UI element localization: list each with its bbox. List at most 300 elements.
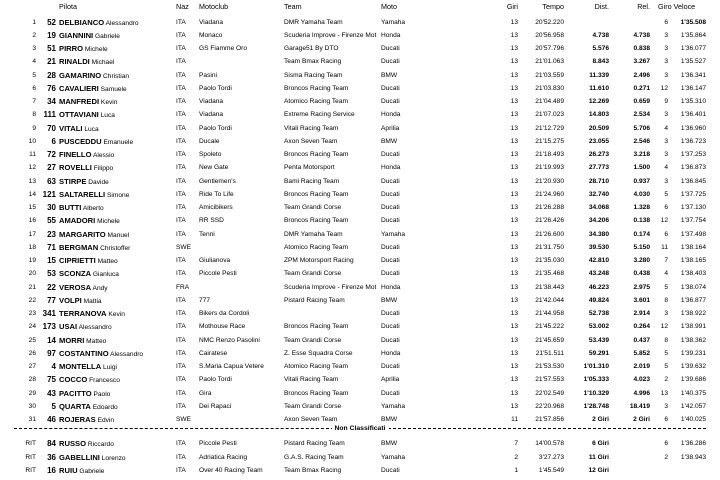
best-lap-time-cell: 1'35.310	[680, 98, 706, 105]
laps-cell: 13	[510, 31, 518, 39]
team-cell: Extreme Racing Service	[284, 111, 355, 119]
time-cell: 21'53.530	[535, 363, 564, 370]
time-cell: 20'57.796	[535, 45, 564, 52]
number-cell: 43	[47, 388, 56, 398]
number-cell: 97	[47, 348, 56, 358]
bike-cell: Ducati	[381, 243, 400, 251]
table-row	[0, 387, 720, 400]
nation-cell: ITA	[176, 204, 186, 211]
time-cell: 21'45.222	[535, 323, 564, 331]
interval-cell: 5.150	[633, 243, 650, 251]
bike-cell: Ducati	[381, 389, 400, 397]
interval-cell: 2.019	[633, 363, 650, 370]
team-cell: ZPM Motorsport Racing	[284, 257, 354, 264]
position-cell: 16	[28, 217, 36, 225]
number-cell: 34	[47, 97, 56, 106]
table-row	[0, 464, 720, 477]
rider-name-cell	[59, 294, 175, 308]
number-cell: 55	[47, 216, 56, 226]
rider-name-cell	[59, 254, 175, 268]
table-row	[0, 228, 720, 241]
best-lap-number-cell: 3	[664, 402, 668, 410]
best-lap-time-cell: 1'38.922	[680, 310, 706, 317]
laps-cell: 2	[514, 453, 518, 461]
gap-cell: 52.738	[588, 310, 609, 317]
gap-cell: 14.803	[588, 111, 609, 119]
rider-surname: DELBIANCO	[59, 17, 105, 27]
rider-name-cell	[59, 95, 175, 109]
best-lap-number-cell: 5	[664, 363, 668, 370]
bike-cell: Ducati	[381, 190, 400, 198]
best-lap-time-cell: 1'37.725	[680, 190, 706, 198]
rider-name-cell	[59, 464, 175, 478]
position-cell: 6	[32, 84, 36, 92]
position-cell: 29	[28, 389, 36, 397]
team-cell: Atomico Racing Team	[284, 98, 349, 105]
position-cell: 20	[28, 270, 36, 278]
laps-cell: 13	[510, 164, 518, 172]
position-cell: 28	[28, 376, 36, 384]
gap-cell: 43.248	[588, 270, 609, 278]
gap-cell: 1'28.748	[583, 402, 609, 410]
time-cell: 21'03.830	[535, 84, 564, 92]
motoclub-cell: Adriatica Racing	[199, 453, 248, 461]
rider-firstname: Gianluca	[92, 271, 119, 279]
nation-cell: ITA	[176, 124, 186, 132]
rider-name-cell	[59, 373, 175, 387]
gap-cell: 2 Giri	[592, 416, 609, 423]
best-lap-number-cell: 6	[664, 440, 668, 447]
number-cell: 46	[47, 415, 56, 424]
header-giri: Giri	[506, 2, 518, 11]
team-cell: Axon Seven Team	[284, 416, 338, 423]
rider-firstname: Paolo	[93, 390, 111, 398]
motoclub-cell: Viadana	[199, 18, 224, 26]
motoclub-cell: Gira	[199, 389, 212, 397]
position-cell: 25	[28, 336, 36, 344]
laps-cell: 13	[510, 230, 518, 238]
rider-firstname: Gabriele	[79, 468, 105, 475]
motoclub-cell: Paolo Tordi	[199, 84, 232, 92]
header-naz: Naz	[176, 2, 189, 11]
interval-cell: 0.138	[633, 217, 650, 225]
team-cell: Team Bmax Racing	[284, 58, 342, 66]
separator-label: Non Classificati	[332, 425, 389, 432]
best-lap-time-cell: 1'35.508	[680, 18, 706, 26]
best-lap-time-cell: 1'36.845	[680, 177, 706, 185]
best-lap-number-cell: 2	[664, 453, 668, 461]
interval-cell: 5.852	[633, 349, 650, 357]
rider-surname: MORRI	[59, 335, 85, 345]
position-cell: RIT	[25, 453, 36, 461]
interval-cell: 0.838	[633, 45, 650, 52]
laps-cell: 13	[510, 283, 518, 291]
rider-name-cell	[59, 387, 175, 401]
time-cell: 21'26.288	[535, 204, 564, 211]
nation-cell: ITA	[176, 58, 186, 66]
gap-cell: 42.810	[588, 257, 609, 264]
position-cell: 8	[32, 111, 36, 119]
number-cell: 51	[47, 44, 56, 53]
position-cell: 1	[32, 18, 36, 26]
position-cell: 22	[28, 296, 36, 304]
nation-cell: ITA	[176, 467, 186, 474]
interval-cell: 3.267	[633, 58, 650, 66]
gap-cell: 11.339	[589, 71, 609, 79]
time-cell: 21'04.489	[535, 98, 564, 105]
time-cell: 3'27.273	[538, 453, 564, 461]
rider-surname: RUIU	[59, 466, 78, 475]
rider-firstname: Simone	[106, 191, 130, 199]
interval-cell: 2 Giri	[633, 416, 650, 423]
time-cell: 21'44.958	[535, 310, 564, 317]
rider-name-cell	[59, 451, 175, 465]
best-lap-number-cell: 3	[664, 45, 668, 52]
rider-firstname: Emanuele	[103, 138, 134, 146]
bike-cell: Yamaha	[381, 402, 406, 410]
rider-firstname: Gabriele	[95, 32, 120, 40]
motoclub-cell: New Gate	[199, 164, 229, 172]
laps-cell: 13	[510, 243, 518, 251]
gap-cell: 11 Giri	[588, 453, 609, 461]
best-lap-time-cell: 1'37.498	[680, 230, 706, 238]
table-row	[0, 360, 720, 373]
best-lap-number-cell: 4	[664, 270, 668, 278]
bike-cell: BMW	[381, 296, 398, 304]
best-lap-number-cell: 3	[664, 31, 668, 39]
gap-cell: 34.380	[588, 230, 609, 238]
team-cell: Sisma Racing Team	[284, 71, 343, 79]
time-cell: 21'24.960	[535, 190, 564, 198]
position-cell: 7	[32, 98, 36, 105]
table-row	[0, 241, 720, 254]
motoclub-cell: Paolo Tordi	[199, 124, 232, 132]
time-cell: 14'00.578	[535, 440, 564, 447]
team-cell: Team Grandi Corse	[284, 204, 342, 211]
nation-cell: ITA	[176, 363, 186, 370]
table-row	[0, 307, 720, 320]
team-cell: Broncos Racing Team	[284, 217, 349, 225]
team-cell: Pistard Racing Team	[284, 440, 345, 447]
best-lap-number-cell: 6	[664, 204, 668, 211]
time-cell: 20'56.958	[535, 31, 564, 39]
rider-firstname: Luca	[100, 112, 115, 120]
motoclub-cell: RR SSD	[199, 217, 224, 225]
number-cell: 36	[47, 452, 56, 462]
time-cell: 21'51.511	[535, 349, 564, 357]
interval-cell: 4.996	[633, 389, 650, 397]
position-cell: 27	[28, 363, 36, 370]
table-row	[0, 294, 720, 307]
laps-cell: 13	[510, 363, 518, 370]
gap-cell: 23.055	[588, 137, 609, 145]
team-cell: DMR Yamaha Team	[284, 230, 343, 238]
table-row	[0, 69, 720, 82]
nation-cell: ITA	[176, 177, 186, 185]
table-row	[0, 320, 720, 333]
team-cell: Axon Seven Team	[284, 137, 338, 145]
position-cell: 15	[28, 204, 36, 211]
time-cell: 21'57.856	[535, 416, 564, 423]
rider-name-cell	[59, 400, 175, 414]
bike-cell: Ducati	[381, 336, 400, 344]
laps-cell: 13	[510, 177, 518, 185]
gap-cell: 12.269	[588, 98, 609, 105]
best-lap-time-cell: 1'38.403	[680, 270, 706, 278]
time-cell: 21'42.044	[535, 296, 564, 304]
position-cell: 18	[28, 243, 36, 251]
rider-surname: VOLPI	[59, 295, 82, 305]
rider-firstname: Samuele	[100, 85, 127, 93]
time-cell: 21'03.559	[535, 71, 564, 79]
rider-surname: ROVELLI	[59, 163, 92, 173]
rider-surname: RUSSO	[59, 439, 87, 448]
rider-firstname: Edoardo	[92, 403, 118, 411]
number-cell: 72	[47, 150, 56, 159]
header-pilota: Pilota	[59, 2, 77, 11]
header-team: Team	[284, 2, 302, 11]
time-cell: 22'20.968	[535, 402, 564, 410]
laps-cell: 1	[514, 467, 518, 474]
rider-firstname: Michael	[91, 59, 115, 67]
best-lap-time-cell: 1'38.991	[680, 323, 706, 331]
table-row	[0, 437, 720, 450]
rider-firstname: Davide	[88, 178, 109, 186]
rider-surname: PACITTO	[59, 388, 92, 398]
gap-cell: 20.509	[588, 124, 609, 132]
best-lap-number-cell: 12	[660, 217, 668, 225]
nation-cell: ITA	[176, 376, 186, 384]
motoclub-cell: Tenni	[199, 230, 215, 238]
table-row	[0, 161, 720, 174]
nation-cell: ITA	[176, 257, 186, 264]
gap-cell: 5.576	[592, 45, 609, 52]
motoclub-cell: Viadana	[199, 98, 224, 105]
rider-surname: MANFREDI	[59, 97, 100, 106]
motoclub-cell: Viadana	[199, 111, 224, 119]
time-cell: 21'31.750	[535, 243, 564, 251]
position-cell: 11	[29, 151, 36, 158]
best-lap-time-cell: 1'37.754	[680, 217, 706, 225]
rider-name-cell	[59, 29, 175, 43]
bike-cell: BMW	[381, 137, 398, 145]
best-lap-time-cell: 1'36.077	[680, 45, 706, 52]
team-cell: Garage51 By DTO	[284, 45, 339, 52]
best-lap-time-cell: 1'36.341	[680, 71, 706, 79]
motoclub-cell: Piccole Pesti	[199, 440, 237, 447]
nation-cell: ITA	[176, 151, 186, 158]
rider-surname: VEROSA	[59, 282, 92, 292]
gap-cell: 1'05.333	[583, 376, 609, 384]
non-classified-separator	[0, 422, 720, 435]
rider-name-cell	[59, 307, 175, 321]
interval-cell: 3.601	[633, 296, 650, 304]
gap-cell: 27.773	[588, 164, 609, 172]
number-cell: 19	[47, 30, 56, 40]
gap-cell: 4.738	[592, 31, 609, 39]
table-row	[0, 82, 720, 95]
team-cell: Atomico Racing Team	[284, 363, 349, 370]
best-lap-number-cell: 11	[661, 243, 668, 251]
position-cell: 26	[28, 349, 36, 357]
position-cell: 5	[32, 71, 36, 79]
bike-cell: Ducati	[381, 45, 400, 52]
nation-cell: ITA	[176, 137, 186, 145]
bike-cell: Ducati	[381, 58, 400, 66]
number-cell: 14	[47, 335, 56, 345]
bike-cell: BMW	[381, 71, 398, 79]
rider-surname: MARGARITO	[59, 229, 106, 239]
time-cell: 21'19.993	[535, 164, 564, 172]
rider-name-cell	[59, 347, 175, 361]
rider-name-cell	[59, 320, 175, 334]
time-cell: 21'35.468	[535, 270, 564, 278]
table-row	[0, 451, 720, 464]
best-lap-time-cell: 1'39.632	[680, 363, 706, 370]
nation-cell: ITA	[176, 18, 186, 26]
bike-cell: BMW	[381, 416, 398, 423]
rider-firstname: Riccardo	[87, 441, 114, 448]
rider-firstname: Mattia	[83, 297, 102, 305]
best-lap-number-cell: 3	[664, 58, 668, 66]
bike-cell: Ducati	[381, 217, 400, 225]
best-lap-number-cell: 6	[664, 18, 668, 26]
time-cell: 21'20.930	[535, 177, 564, 185]
bike-cell: Ducati	[381, 151, 400, 158]
best-lap-number-cell: 8	[664, 336, 668, 344]
best-lap-number-cell: 13	[660, 389, 668, 397]
rider-firstname: Luigi	[103, 364, 117, 371]
nation-cell: ITA	[176, 323, 186, 331]
rider-firstname: Alessandro	[105, 19, 139, 27]
position-cell: 24	[28, 323, 36, 331]
number-cell: 22	[47, 282, 56, 292]
best-lap-time-cell: 1'38.074	[680, 283, 706, 291]
motoclub-cell: Monaco	[199, 31, 223, 39]
motoclub-cell: NMC Renzo Pasolini	[199, 336, 260, 344]
rider-firstname: Edvin	[97, 417, 115, 424]
rider-firstname: Alberto	[82, 205, 104, 212]
best-lap-time-cell: 1'35.864	[680, 31, 706, 39]
interval-cell: 4.738	[633, 31, 650, 39]
team-cell: Atomico Racing Team	[284, 243, 349, 251]
motoclub-cell: Amicibikers	[199, 204, 233, 211]
bike-cell: Ducati	[381, 323, 400, 331]
table-row	[0, 42, 720, 55]
time-cell: 21'12.729	[535, 124, 564, 132]
position-cell: 21	[28, 283, 36, 291]
interval-cell: 0.659	[633, 98, 650, 105]
best-lap-number-cell: 3	[664, 310, 668, 317]
rider-name-cell	[59, 135, 175, 149]
rider-firstname: Matteo	[86, 337, 107, 345]
motoclub-cell: Spoleto	[199, 151, 222, 158]
rider-name-cell	[59, 228, 175, 242]
laps-cell: 13	[510, 323, 518, 331]
interval-cell: 2.496	[633, 71, 650, 79]
table-row	[0, 55, 720, 68]
best-lap-time-cell: 1'36.960	[680, 124, 706, 132]
team-cell: Z. Esse Squadra Corse	[284, 349, 353, 357]
time-cell: 1'45.549	[538, 467, 564, 474]
rider-name-cell	[59, 281, 175, 295]
motoclub-cell: Ride To Life	[199, 190, 234, 198]
number-cell: 111	[43, 110, 56, 120]
laps-cell: 13	[510, 18, 518, 26]
bike-cell: Ducati	[381, 467, 400, 474]
gap-cell: 46.223	[588, 283, 609, 291]
nation-cell: ITA	[176, 336, 186, 344]
position-cell: 17	[28, 230, 36, 238]
gap-cell: 53.439	[588, 336, 609, 344]
rider-surname: QUARTA	[59, 401, 91, 411]
gap-cell: 26.273	[588, 151, 609, 158]
time-cell: 21'45.659	[535, 336, 564, 344]
best-lap-number-cell: 7	[664, 257, 668, 264]
nation-cell: ITA	[176, 111, 186, 119]
laps-cell: 13	[510, 310, 518, 317]
laps-cell: 13	[510, 190, 518, 198]
bike-cell: Honda	[381, 283, 401, 291]
best-lap-time-cell: 1'40.375	[680, 389, 706, 397]
time-cell: 21'57.553	[535, 376, 564, 384]
rider-firstname: Michele	[84, 46, 108, 53]
number-cell: 77	[47, 295, 56, 305]
interval-cell: 2.975	[633, 283, 650, 291]
gap-cell: 1'10.329	[583, 389, 609, 397]
rider-name-cell	[59, 55, 175, 69]
team-cell: Team Bmax Racing	[284, 467, 342, 474]
bike-cell: Honda	[381, 111, 401, 119]
best-lap-number-cell: 5	[664, 349, 668, 357]
best-lap-number-cell: 4	[664, 164, 668, 172]
best-lap-time-cell: 1'36.147	[680, 84, 706, 92]
motoclub-cell: Over 40 Racing Team	[199, 467, 263, 474]
motoclub-cell: Gentlemen's	[199, 177, 236, 185]
team-cell: Pistard Racing Team	[284, 296, 345, 304]
rider-name-cell	[59, 437, 175, 451]
number-cell: 15	[47, 256, 56, 265]
best-lap-time-cell: 1'39.231	[680, 349, 706, 357]
time-cell: 21'26.426	[535, 217, 564, 225]
team-cell: DMR Yamaha Team	[284, 18, 343, 26]
bike-cell: Honda	[381, 349, 401, 357]
team-cell: Team Grandi Corse	[284, 336, 342, 344]
rider-surname: RINALDI	[59, 57, 90, 67]
number-cell: 5	[51, 401, 56, 411]
number-cell: 63	[47, 176, 56, 186]
bike-cell: Ducati	[381, 84, 400, 92]
interval-cell: 4.030	[633, 190, 650, 198]
best-lap-time-cell: 1'38.943	[680, 453, 706, 461]
nation-cell: ITA	[176, 217, 186, 225]
number-cell: 30	[47, 203, 56, 212]
header-moto: Moto	[381, 2, 397, 11]
table-row	[0, 95, 720, 108]
gap-cell: 12 Giri	[588, 467, 609, 474]
gap-cell: 1'01.310	[583, 363, 609, 370]
rider-name-cell	[59, 201, 175, 215]
motoclub-cell: Ducale	[199, 137, 220, 145]
header-rel: Rel.	[637, 2, 650, 11]
rider-name-cell	[59, 334, 175, 348]
rider-name-cell	[59, 267, 175, 281]
best-lap-number-cell: 5	[664, 190, 668, 198]
motoclub-cell: Giulianova	[199, 257, 231, 264]
best-lap-time-cell: 1'40.025	[680, 416, 706, 423]
rider-name-cell	[59, 42, 175, 56]
table-row	[0, 148, 720, 161]
